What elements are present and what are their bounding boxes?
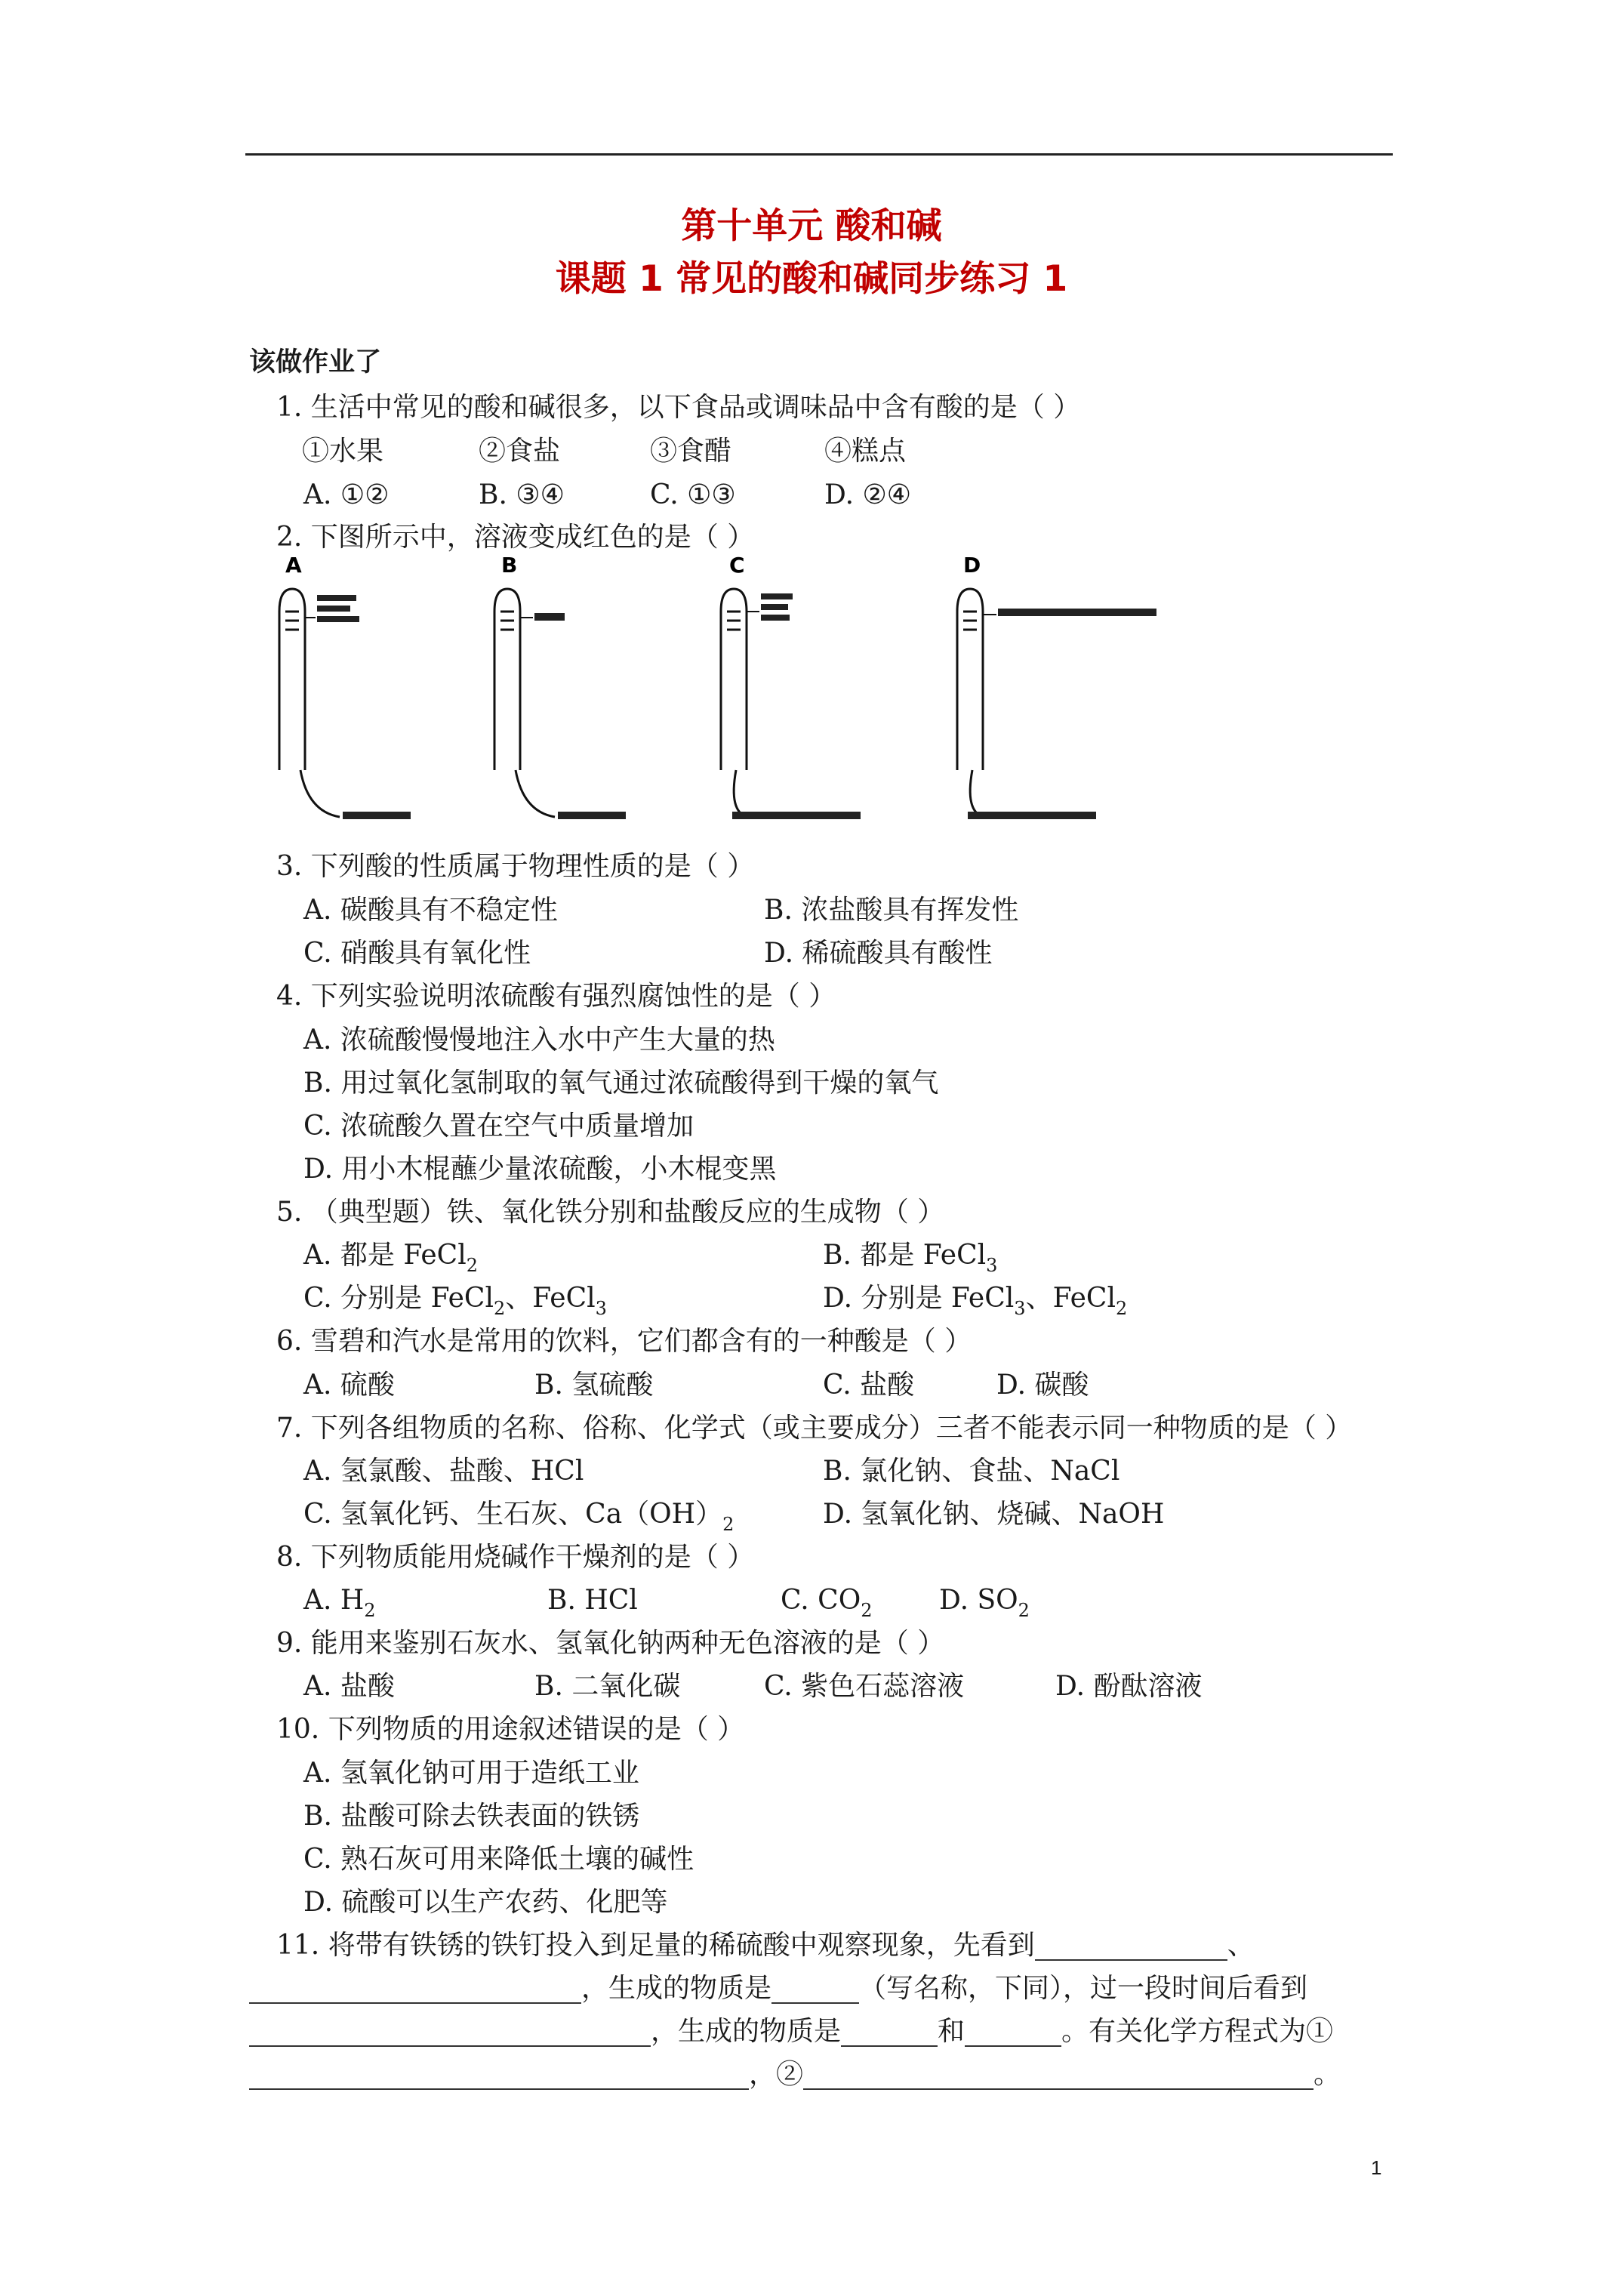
- q4-stem: 4. 下列实验说明浓硫酸有强烈腐蚀性的是（ ）: [276, 981, 836, 1012]
- q5-option-b: B. 都是 FeCl$_3$: [823, 1240, 998, 1276]
- q11-blank-5[interactable]: [841, 2020, 938, 2047]
- q9-option-c: C. 紫色石蕊溶液: [764, 1671, 965, 1702]
- q11-line-1: 11. 将带有铁锈的铁钉投入到足量的稀硫酸中观察现象，先看到 、: [276, 1930, 1255, 1961]
- unit-title: 第十单元 酸和碱: [681, 205, 942, 247]
- q4-option-c: C. 浓硫酸久置在空气中质量增加: [303, 1111, 694, 1142]
- q9-option-b: B. 二氧化碳: [534, 1671, 681, 1702]
- q11-line-4: ，② 。: [249, 2060, 1341, 2090]
- tube-d: [957, 553, 1156, 819]
- q3-stem: 3. 下列酸的性质属于物理性质的是（ ）: [276, 851, 755, 882]
- q4-option-d: D. 用小木棍蘸少量浓硫酸，小木棍变黑: [303, 1154, 777, 1185]
- tube-b-label: B: [501, 553, 518, 578]
- q1-option-c: C. ①③: [650, 479, 736, 510]
- test-tube-figure: [264, 551, 1170, 838]
- q6-option-b: B. 氢硫酸: [534, 1370, 654, 1401]
- q2-stem: 2. 下图所示中，溶液变成红色的是（ ）: [276, 522, 755, 553]
- q1-item-1: ①水果: [302, 436, 384, 467]
- q7-option-d: D. 氢氧化钠、烧碱、NaOH: [823, 1499, 1165, 1530]
- q11-blank-3[interactable]: [771, 1977, 859, 2004]
- q1-option-a: A. ①②: [303, 479, 390, 510]
- q6-option-a: A. 硫酸: [303, 1370, 395, 1401]
- q11-blank-1[interactable]: [1035, 1934, 1227, 1961]
- tube-d-label: D: [963, 553, 981, 578]
- q1-option-d: D. ②④: [824, 479, 912, 510]
- q8-option-c: C. $CO_2$: [781, 1585, 873, 1621]
- q5-option-d: D. 分别是 FeCl$_3$、FeCl$_2$: [823, 1283, 1128, 1319]
- q6-option-d: D. 碳酸: [996, 1370, 1089, 1401]
- header-rule: [245, 153, 1393, 156]
- q1-stem: 1. 生活中常见的酸和碱很多，以下食品或调味品中含有酸的是（ ）: [276, 392, 1081, 423]
- q3-option-c: C. 硝酸具有氧化性: [303, 938, 531, 969]
- q10-option-a: A. 氢氧化钠可用于造纸工业: [303, 1758, 639, 1789]
- q11-line-3: ，生成的物质是 和 。有关化学方程式为①: [249, 2017, 1333, 2047]
- q5-option-c: C. 分别是 FeCl$_2$、FeCl$_3$: [303, 1283, 607, 1319]
- q1-item-3: ③食醋: [650, 436, 732, 467]
- q4-option-b: B. 用过氧化氢制取的氧气通过浓硫酸得到干燥的氧气: [303, 1068, 939, 1099]
- q11-blank-4[interactable]: [249, 2020, 651, 2047]
- q9-stem: 9. 能用来鉴别石灰水、氢氧化钠两种无色溶液的是（ ）: [276, 1628, 945, 1659]
- q9-option-a: A. 盐酸: [303, 1671, 395, 1702]
- q5-stem: 5. （典型题）铁、氧化铁分别和盐酸反应的生成物（ ）: [276, 1197, 945, 1228]
- q10-option-b: B. 盐酸可除去铁表面的铁锈: [303, 1801, 640, 1832]
- q8-stem: 8. 下列物质能用烧碱作干燥剂的是（ ）: [276, 1542, 755, 1573]
- q6-stem: 6. 雪碧和汽水是常用的饮料，它们都含有的一种酸是（ ）: [276, 1326, 972, 1357]
- tube-c-label: C: [729, 553, 745, 578]
- q8-option-a: A. $H_2$: [303, 1585, 376, 1621]
- q9-option-d: D. 酚酞溶液: [1055, 1671, 1203, 1702]
- q8-option-b: B. HCl: [547, 1585, 638, 1616]
- q5-option-a: A. 都是 FeCl$_2$: [303, 1240, 478, 1276]
- tube-a-label: A: [285, 553, 302, 578]
- q3-option-d: D. 稀硫酸具有酸性: [764, 938, 993, 969]
- page-number: 1: [1371, 2156, 1382, 2179]
- q7-option-a: A. 氢氯酸、盐酸、HCl: [303, 1456, 584, 1487]
- q7-stem: 7. 下列各组物质的名称、俗称、化学式（或主要成分）三者不能表示同一种物质的是（ ）: [276, 1413, 1353, 1444]
- q3-option-a: A. 碳酸具有不稳定性: [303, 895, 558, 926]
- q10-option-c: C. 熟石灰可用来降低土壤的碱性: [303, 1844, 694, 1875]
- q10-option-d: D. 硫酸可以生产农药、化肥等: [303, 1887, 668, 1918]
- q1-option-b: B. ③④: [479, 479, 565, 510]
- section-heading: 该做作业了: [249, 347, 382, 378]
- q1-item-2: ②食盐: [479, 436, 561, 467]
- tube-c: [721, 553, 861, 819]
- q7-option-b: B. 氯化钠、食盐、NaCl: [823, 1456, 1120, 1487]
- tube-a: [279, 553, 411, 819]
- q11-blank-2[interactable]: [249, 1977, 581, 2004]
- q11-blank-8[interactable]: [803, 2063, 1313, 2090]
- q10-stem: 10. 下列物质的用途叙述错误的是（ ）: [276, 1714, 745, 1745]
- q11-blank-6[interactable]: [965, 2020, 1061, 2047]
- q1-item-4: ④糕点: [824, 436, 907, 467]
- q11-blank-7[interactable]: [249, 2063, 749, 2090]
- tube-b: [494, 553, 626, 819]
- q6-option-c: C. 盐酸: [823, 1370, 915, 1401]
- q4-option-a: A. 浓硫酸慢慢地注入水中产生大量的热: [303, 1025, 775, 1056]
- q7-option-c: C. 氢氧化钙、生石灰、$Ca(OH)_2$: [303, 1499, 735, 1535]
- q11-line-2: ，生成的物质是 （写名称，下同），过一段时间后看到: [249, 1974, 1307, 2004]
- q8-option-d: D. $SO_2$: [939, 1585, 1030, 1621]
- lesson-title: 课题 1 常见的酸和碱同步练习 1: [555, 258, 1068, 300]
- q3-option-b: B. 浓盐酸具有挥发性: [764, 895, 1019, 926]
